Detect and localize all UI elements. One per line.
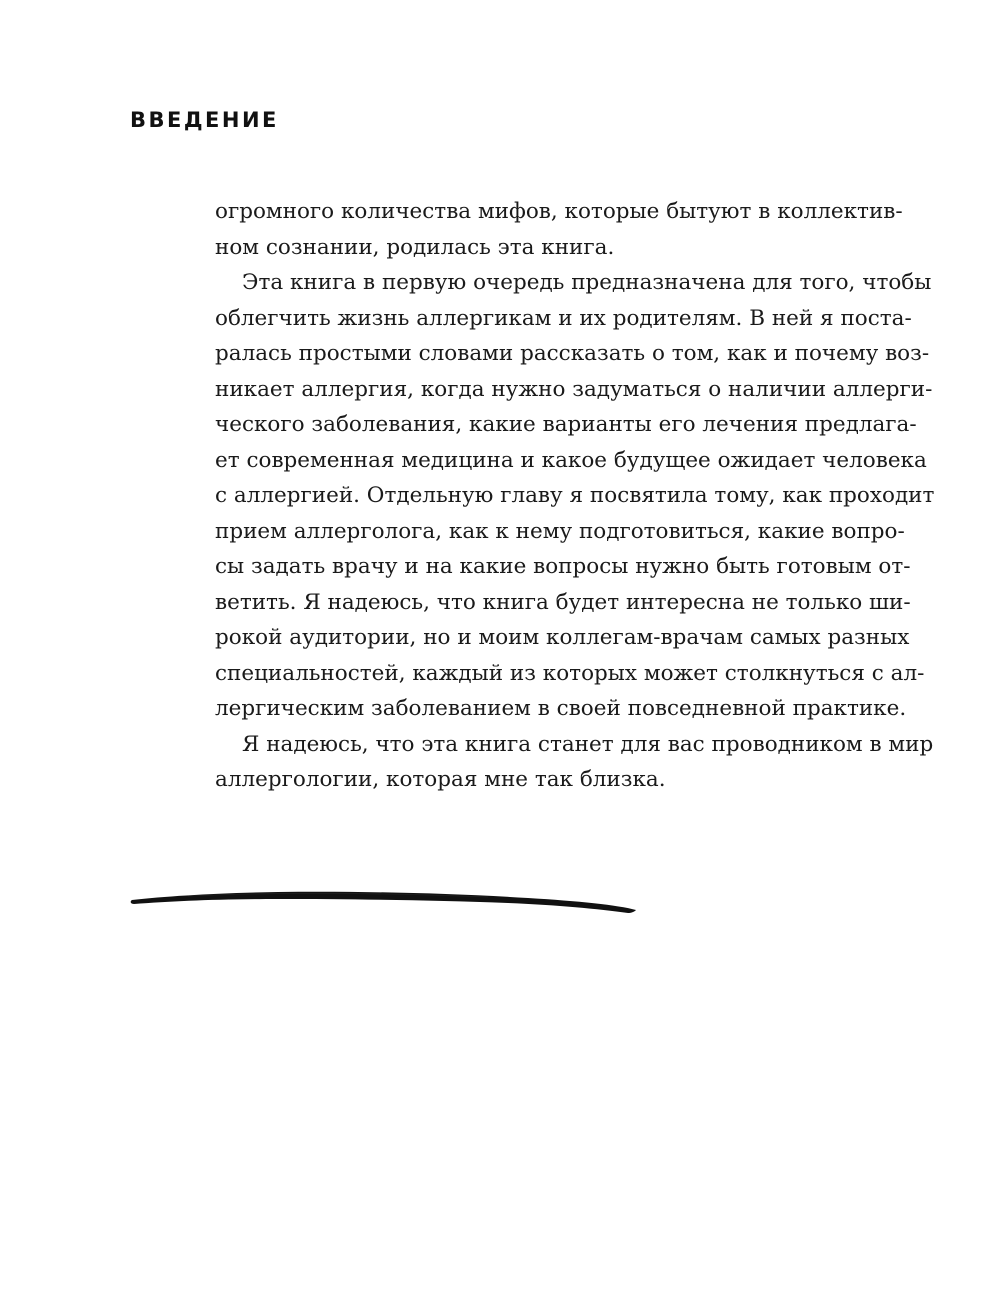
brush-stroke-divider-icon (128, 882, 640, 922)
text-line: аллергологии, которая мне так близка. (215, 767, 666, 792)
text-line: прием аллерголога, как к нему подготовиться, какие вопро- (215, 518, 905, 544)
text-line: никает аллергия, когда нужно задуматься о наличии аллерги- (215, 376, 933, 402)
text-line: огромного количества мифов, которые бытуют в коллектив- (215, 199, 903, 224)
text-line: сы задать врачу и на какие вопросы нужно быть готовым от- (215, 554, 911, 579)
text-line: рокой аудитории, но и моим коллегам-врачам самых разных (215, 625, 910, 650)
paragraph-3 (215, 727, 934, 798)
text-line: ном сознании, родилась эта книга. (215, 234, 615, 260)
text-line: ралась простыми словами рассказать о том, как и почему воз- (215, 341, 930, 366)
text-line: Эта книга в первую очередь предназначена для того, чтобы (242, 270, 932, 295)
text-line: с аллергией. Отдельную главу я посвятила тому, как проходит (215, 483, 935, 508)
text-line: облегчить жизнь аллергикам и их родителям. В ней я поста- (215, 305, 912, 331)
text-line: ет современная медицина и какое будущее ожидает человека (215, 447, 927, 473)
running-head-title: ВВЕДЕНИЕ (130, 108, 279, 132)
body-text (215, 194, 935, 798)
text-line: специальностей, каждый из которых может столкнуться с ал- (215, 660, 925, 686)
text-line: лергическим заболеванием в своей повседневной практике. (215, 696, 907, 721)
text-line: Я надеюсь, что эта книга станет для вас проводником в мир (242, 731, 934, 757)
text-line: ческого заболевания, какие варианты его лечения предлага- (215, 412, 917, 437)
paragraph-1 (215, 194, 903, 265)
paragraph-2 (215, 265, 935, 727)
text-line: ветить. Я надеюсь, что книга будет интересна не только ши- (215, 589, 911, 615)
